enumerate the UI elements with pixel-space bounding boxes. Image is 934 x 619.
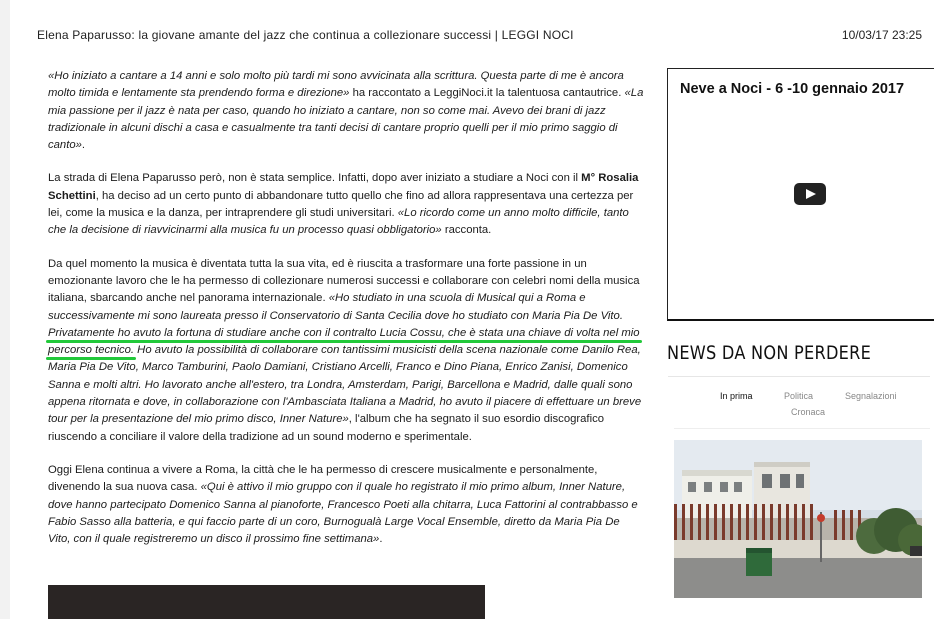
article-paragraph-1 <box>48 68 644 154</box>
text: ha raccontato a LeggiNoci.it la talentuosa cantautrice. <box>349 87 625 100</box>
building-photo-illustration <box>674 440 922 598</box>
text: La strada di Elena Paparusso però, non è stata semplice. Infatti, dopo aver iniziato a studiare a Noci con il <box>48 172 582 185</box>
divider <box>668 376 930 377</box>
news-section-heading: NEWS DA NON PERDERE <box>667 342 872 364</box>
highlighted-text: Privatamente ho avuto la fortuna di studiare anche con il contralto Lucia Cossu, che è stata una chiave di volta nel mio percorso tecnico. <box>48 326 640 357</box>
text: , l'album che ha segnato il suo esordio discografico riuscendo a conciliare il valore della tradizione ad un sound moderno e sperimentale. <box>48 413 605 443</box>
tab-in-prima[interactable]: In prima <box>720 391 753 401</box>
page <box>10 0 934 619</box>
text: racconta. <box>441 224 492 237</box>
video-title[interactable]: Neve a Noci - 6 -10 gennaio 2017 <box>680 81 905 97</box>
article-body <box>48 68 644 564</box>
text: , ha deciso ad un certo punto di abbandonare tutto quello che fino ad allora rappresentava una certezza per lei, come la musica e la danza, per intraprendere gli studi universitari. <box>48 189 634 220</box>
youtube-play-icon[interactable] <box>794 183 826 205</box>
tab-cronaca[interactable]: Cronaca <box>791 407 826 417</box>
quote: Ho avuto la possibilità di collaborare con tantissimi musicisti della scena nazionale come Danilo Rea, Maria Pia De Vito, Marco Tamburini, Paolo Damiani, Cristiano Arcelli, Franco e Dino Piana, Enrico Zanisi, Domenico Sanna e molti altri. Ho lavorato anche all'estero, tra Londra, Amsterdam, Parigi, Barcellona e Madrid, dalle quali sono appena ritornata e dove, in collaborazione con l'Ambasciata Italiana a Madrid, ho avuto il piacere di effettuare un breve tour per la presentazione del mio primo disco, Inner Nature» <box>48 344 642 426</box>
news-caption-cutoff <box>674 601 922 607</box>
page-header-title: Elena Paparusso: la giovane amante del jazz che continua a collezionare successi | LEGGI NOCI <box>37 28 574 42</box>
article-paragraph-4 <box>48 462 644 548</box>
text: Oggi Elena continua a vivere a Roma, la città che le ha permesso di crescere musicalmente e personalmente, divenendo la sua nuova casa. <box>48 463 598 494</box>
highlight-underline <box>46 357 136 360</box>
text: Da quel momento la musica è diventata tutta la sua vita, ed è riuscita a trasformare una forte passione in un emozionante lavoro che le ha permesso di collezionare numerosi successi e collaborare con celebri nomi della musica italiana, sbarcando anche nel panorama internazionale. <box>48 257 640 305</box>
news-thumbnail-image[interactable] <box>674 440 922 598</box>
quote: «Lo ricordo come un anno molto difficile, tanto che la decisione di riavvicinarmi alla musica fu un processo quasi obbligatorio» <box>48 207 629 237</box>
highlight-underline <box>46 340 642 343</box>
article-paragraph-2 <box>48 170 644 239</box>
article-paragraph-3 <box>48 256 644 446</box>
page-header-datetime: 10/03/17 23:25 <box>841 28 922 42</box>
quote: «Qui è attivo il mio gruppo con il quale ho registrato il mio primo album, Inner Nature, dove hanno partecipato Domenico Sanna al pianoforte, Francesco Poeti alla chitarra, Luca Fattorini al contrabbasso e Fabio Sasso alla batteria, e qui faccio parte di un coro, Burnogualà Large Vocal Ensemble, diretto da Maria Pia De Vito, con il quale registreremo un disco il prossimo fine settimana» <box>48 481 638 546</box>
text: . <box>81 139 86 152</box>
tab-segnalazioni[interactable]: Segnalazioni <box>845 391 897 401</box>
quote: «Ho iniziato a cantare a 14 anni e solo molto più tardi mi sono avvicinata alla scrittura. Questa parte di me è ancora molto timida e lentamente sta prendendo forma e direzione» <box>48 70 624 100</box>
text: . <box>379 533 383 546</box>
divider <box>674 428 930 429</box>
tab-politica[interactable]: Politica <box>784 391 814 401</box>
teacher-name: M° Rosalia Schettini <box>48 172 639 202</box>
embedded-media-placeholder[interactable] <box>48 585 485 619</box>
quote: «La mia passione per il jazz è nata per caso, quando ho iniziato a cantare, non so come mai. Avevo dei brani di jazz tradizionale in alcuni dischi a casa e casualmente tra tanti decisi di cantare proprio quelli per il mio primo saggio di canto» <box>48 87 644 152</box>
quote: «Ho studiato in una scuola di Musical qui a Roma e successivamente mi sono laureata presso il Conservatorio di Santa Cecilia dove ho studiato con Maria Pia De Vito. <box>48 292 623 322</box>
video-embed[interactable] <box>667 68 934 321</box>
